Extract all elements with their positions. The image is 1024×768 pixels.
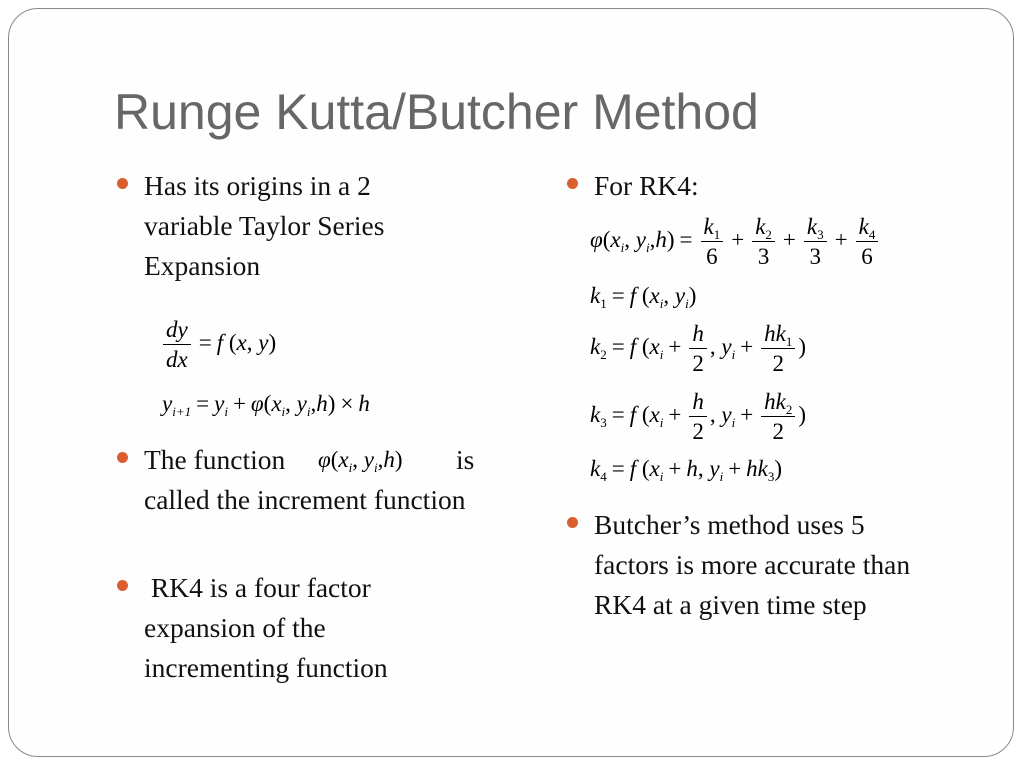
bullet-text: For RK4: <box>594 170 699 201</box>
k4-equation: $k_4 = f$ ($x_i + h$, $y_i + hk_3$) <box>590 456 783 484</box>
bullet-dot <box>567 517 578 528</box>
k3-equation: $k_3 = f$ ($x_i$ + $\frac{h}{2}$ , $y_i$ + $\frac{hk_2}{2}$ ) <box>590 389 807 444</box>
k1-equation: $k_1 = f$ ($x_i$, $y_i$) <box>590 283 697 311</box>
k4-over-6: $\frac{k_4}{6}$ <box>856 215 879 268</box>
h-over-2: $\frac{h}{2}$ <box>689 322 707 375</box>
phi-inline-formula: $\varphi(x_i$, $y_i,h$) <box>318 447 403 475</box>
bullet-dot <box>567 178 578 189</box>
bullet-dot <box>117 452 128 463</box>
bullet-text: RK4 is a four factor expansion of the incrementing function <box>144 572 388 683</box>
bullet-text: Has its origins in a 2 variable Taylor Series Expansion <box>144 170 385 281</box>
bullet-text-after: is called the increment function <box>144 444 475 515</box>
k2-equation: $k_2 = f$ ($x_i$ + $\frac{h}{2}$ , $y_i$ + $\frac{hk_1}{2}$ ) <box>590 321 807 376</box>
phi-definition-equation: $\varphi(x_i$, $y_i,h$) = $\frac{k_1}{6}$ + $\frac{k_2}{3}$ + $\frac{k_3}{3}$ + $\frac{k_4}{6}$ <box>590 215 881 268</box>
hk2-over-2: $\frac{hk_2}{2}$ <box>761 390 795 443</box>
bullet-dot <box>117 580 128 591</box>
bullet-text: Butcher’s method uses 5 factors is more accurate than RK4 at a given time step <box>594 509 911 620</box>
slide-title: Runge Kutta/Butcher Method <box>114 84 759 140</box>
k1-over-6: $\frac{k_1}{6}$ <box>701 215 724 268</box>
ode-equation: $\frac{dy}{dx}$ = f (x, y) <box>160 318 276 371</box>
dy-dx-fraction: $\frac{dy}{dx}$ <box>163 318 191 371</box>
recurrence-equation: $y_{i+1} = y_i + \varphi(x_i$, $y_i,h) \times h$ <box>162 391 370 419</box>
bullet-increment-continuation <box>144 440 484 520</box>
bullet-dot <box>117 178 128 189</box>
bullet-butcher-method <box>594 505 939 625</box>
bullet-origins <box>144 166 444 286</box>
k2-over-3: $\frac{k_2}{3}$ <box>752 215 775 268</box>
h-over-2: $\frac{h}{2}$ <box>689 390 707 443</box>
bullet-rk4-four-factor <box>144 568 454 688</box>
k3-over-3: $\frac{k_3}{3}$ <box>804 215 827 268</box>
bullet-for-rk4 <box>594 166 954 206</box>
hk1-over-2: $\frac{hk_1}{2}$ <box>761 322 795 375</box>
bullet-text-before: The function <box>144 444 286 475</box>
